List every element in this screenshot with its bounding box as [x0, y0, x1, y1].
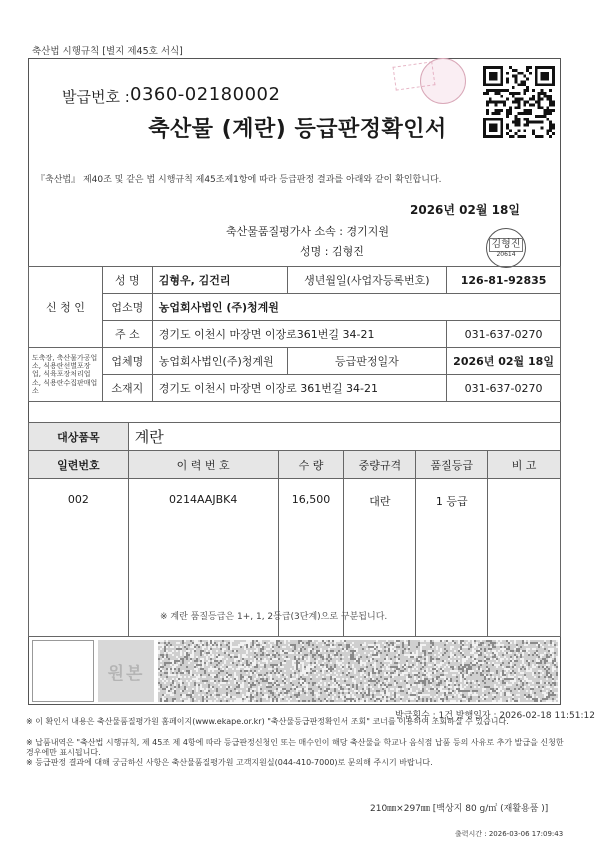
- grading-date: 2026년 02월 18일: [447, 348, 561, 375]
- top-stamp-seal: [420, 58, 466, 104]
- paper-size-note: 210㎜×297㎜ [백상지 80 g/㎡ (재활용품 )]: [370, 804, 549, 814]
- serial-number: 002: [29, 479, 129, 637]
- target-value: 계란: [128, 423, 560, 451]
- location-label: 소재지: [102, 375, 152, 402]
- issue-info: 발급횟수 : 1건 발행일자 : 2026-02-18 11:51:12: [395, 711, 595, 721]
- blank-stamp-box: [32, 640, 94, 702]
- remarks: [488, 479, 561, 637]
- quantity: 16,500: [278, 479, 344, 637]
- col-header: 품질등급: [416, 451, 488, 479]
- print-time: 출력시간 : 2026-03-06 17:09:43: [455, 830, 564, 838]
- intro-text: 『축산법』 제40조 및 같은 법 시행규칙 제45조제1항에 따라 등급판정 결과를 아래와 같이 확인합니다.: [36, 175, 442, 185]
- footnote: ※ 이 확인서 내용은 축산물품질평가원 홈페이지(www.ekape.or.kr) "축산물등급판정확인서 조회" 코너를 이용하여 조회하실 수 있습니다.: [26, 717, 509, 726]
- footnote: ※ 납품내역은 "축산법 시행규칙, 제 45조 제 4항에 따라 등급판정신청인 또는 매수인이 해당 축산물을 학교나 음식점 납품 등의 사유로 추가 발급을 신청한 경우에만 표시됩니다.: [26, 738, 564, 757]
- applicant-name: 김형우, 김건리: [152, 267, 287, 294]
- col-header: 일련번호: [29, 451, 129, 479]
- issue-number: 0360-02180002: [130, 84, 281, 105]
- trace-number: 0214AAJBK4: [128, 479, 278, 637]
- quality-grade: 1 등급: [416, 479, 488, 637]
- target-label: 대상품목: [29, 423, 129, 451]
- grader-seal: [486, 228, 526, 268]
- applicant-address: 경기도 이천시 마장면 이장로361번길 34-21: [152, 321, 446, 348]
- grade-note: ※ 계란 품질등급은 1+, 1, 2등급(3단계)으로 구분됩니다.: [160, 612, 388, 622]
- applicant-section-label: 신 청 인: [29, 267, 103, 348]
- items-table: [28, 422, 561, 637]
- business-reg-number: 126-81-92835: [447, 267, 561, 294]
- business-name: 농업회사법인(주)청계원: [152, 348, 287, 375]
- col-header: 이 력 번 호: [128, 451, 278, 479]
- security-pattern: [158, 640, 558, 702]
- applicant-phone: 031-637-0270: [447, 321, 561, 348]
- name-label: 성 명: [102, 267, 152, 294]
- grading-date-label: 등급판정일자: [287, 348, 447, 375]
- grader-affiliation: 축산물품질평가사 소속 : 경기지원: [226, 225, 389, 238]
- company-label: 업소명: [102, 294, 152, 321]
- business-address: 경기도 이천시 마장면 이장로 361번길 34-21: [152, 375, 446, 402]
- col-header: 수 량: [278, 451, 344, 479]
- company-name: 농업회사법인 (주)청계원: [152, 294, 560, 321]
- footnote: ※ 등급판정 결과에 대해 궁금하신 사항은 축산물품질평가원 고객지원실(044-410-7000)로 문의해 주시기 바랍니다.: [26, 758, 433, 767]
- issue-number-label: 발급번호 :: [62, 88, 130, 106]
- document-title: 축산물 (계란) 등급판정확인서: [148, 117, 447, 142]
- business-name-label: 업체명: [102, 348, 152, 375]
- seal-number: 20614: [496, 251, 516, 259]
- law-reference: 축산법 시행규칙 [별지 제45호 서식]: [32, 46, 183, 57]
- original-watermark: 원본: [98, 640, 154, 702]
- qr-code-icon: [482, 66, 556, 138]
- sign-date: 2026년 02월 18일: [410, 203, 520, 217]
- grader-name: 성명 : 김형진: [300, 245, 364, 258]
- applicant-table: [28, 266, 561, 402]
- birth-label: 생년월일(사업자등록번호): [287, 267, 447, 294]
- address-label: 주 소: [102, 321, 152, 348]
- col-header: 중량규격: [344, 451, 416, 479]
- seal-name: 김형진: [491, 238, 521, 250]
- weight-grade: 대란: [344, 479, 416, 637]
- business-phone: 031-637-0270: [447, 375, 561, 402]
- col-header: 비 고: [488, 451, 561, 479]
- business-type-label: 도축장, 축산물가공업소, 식용란선별포장업, 식육포장처리업소, 식용란수집판매업소: [29, 348, 103, 402]
